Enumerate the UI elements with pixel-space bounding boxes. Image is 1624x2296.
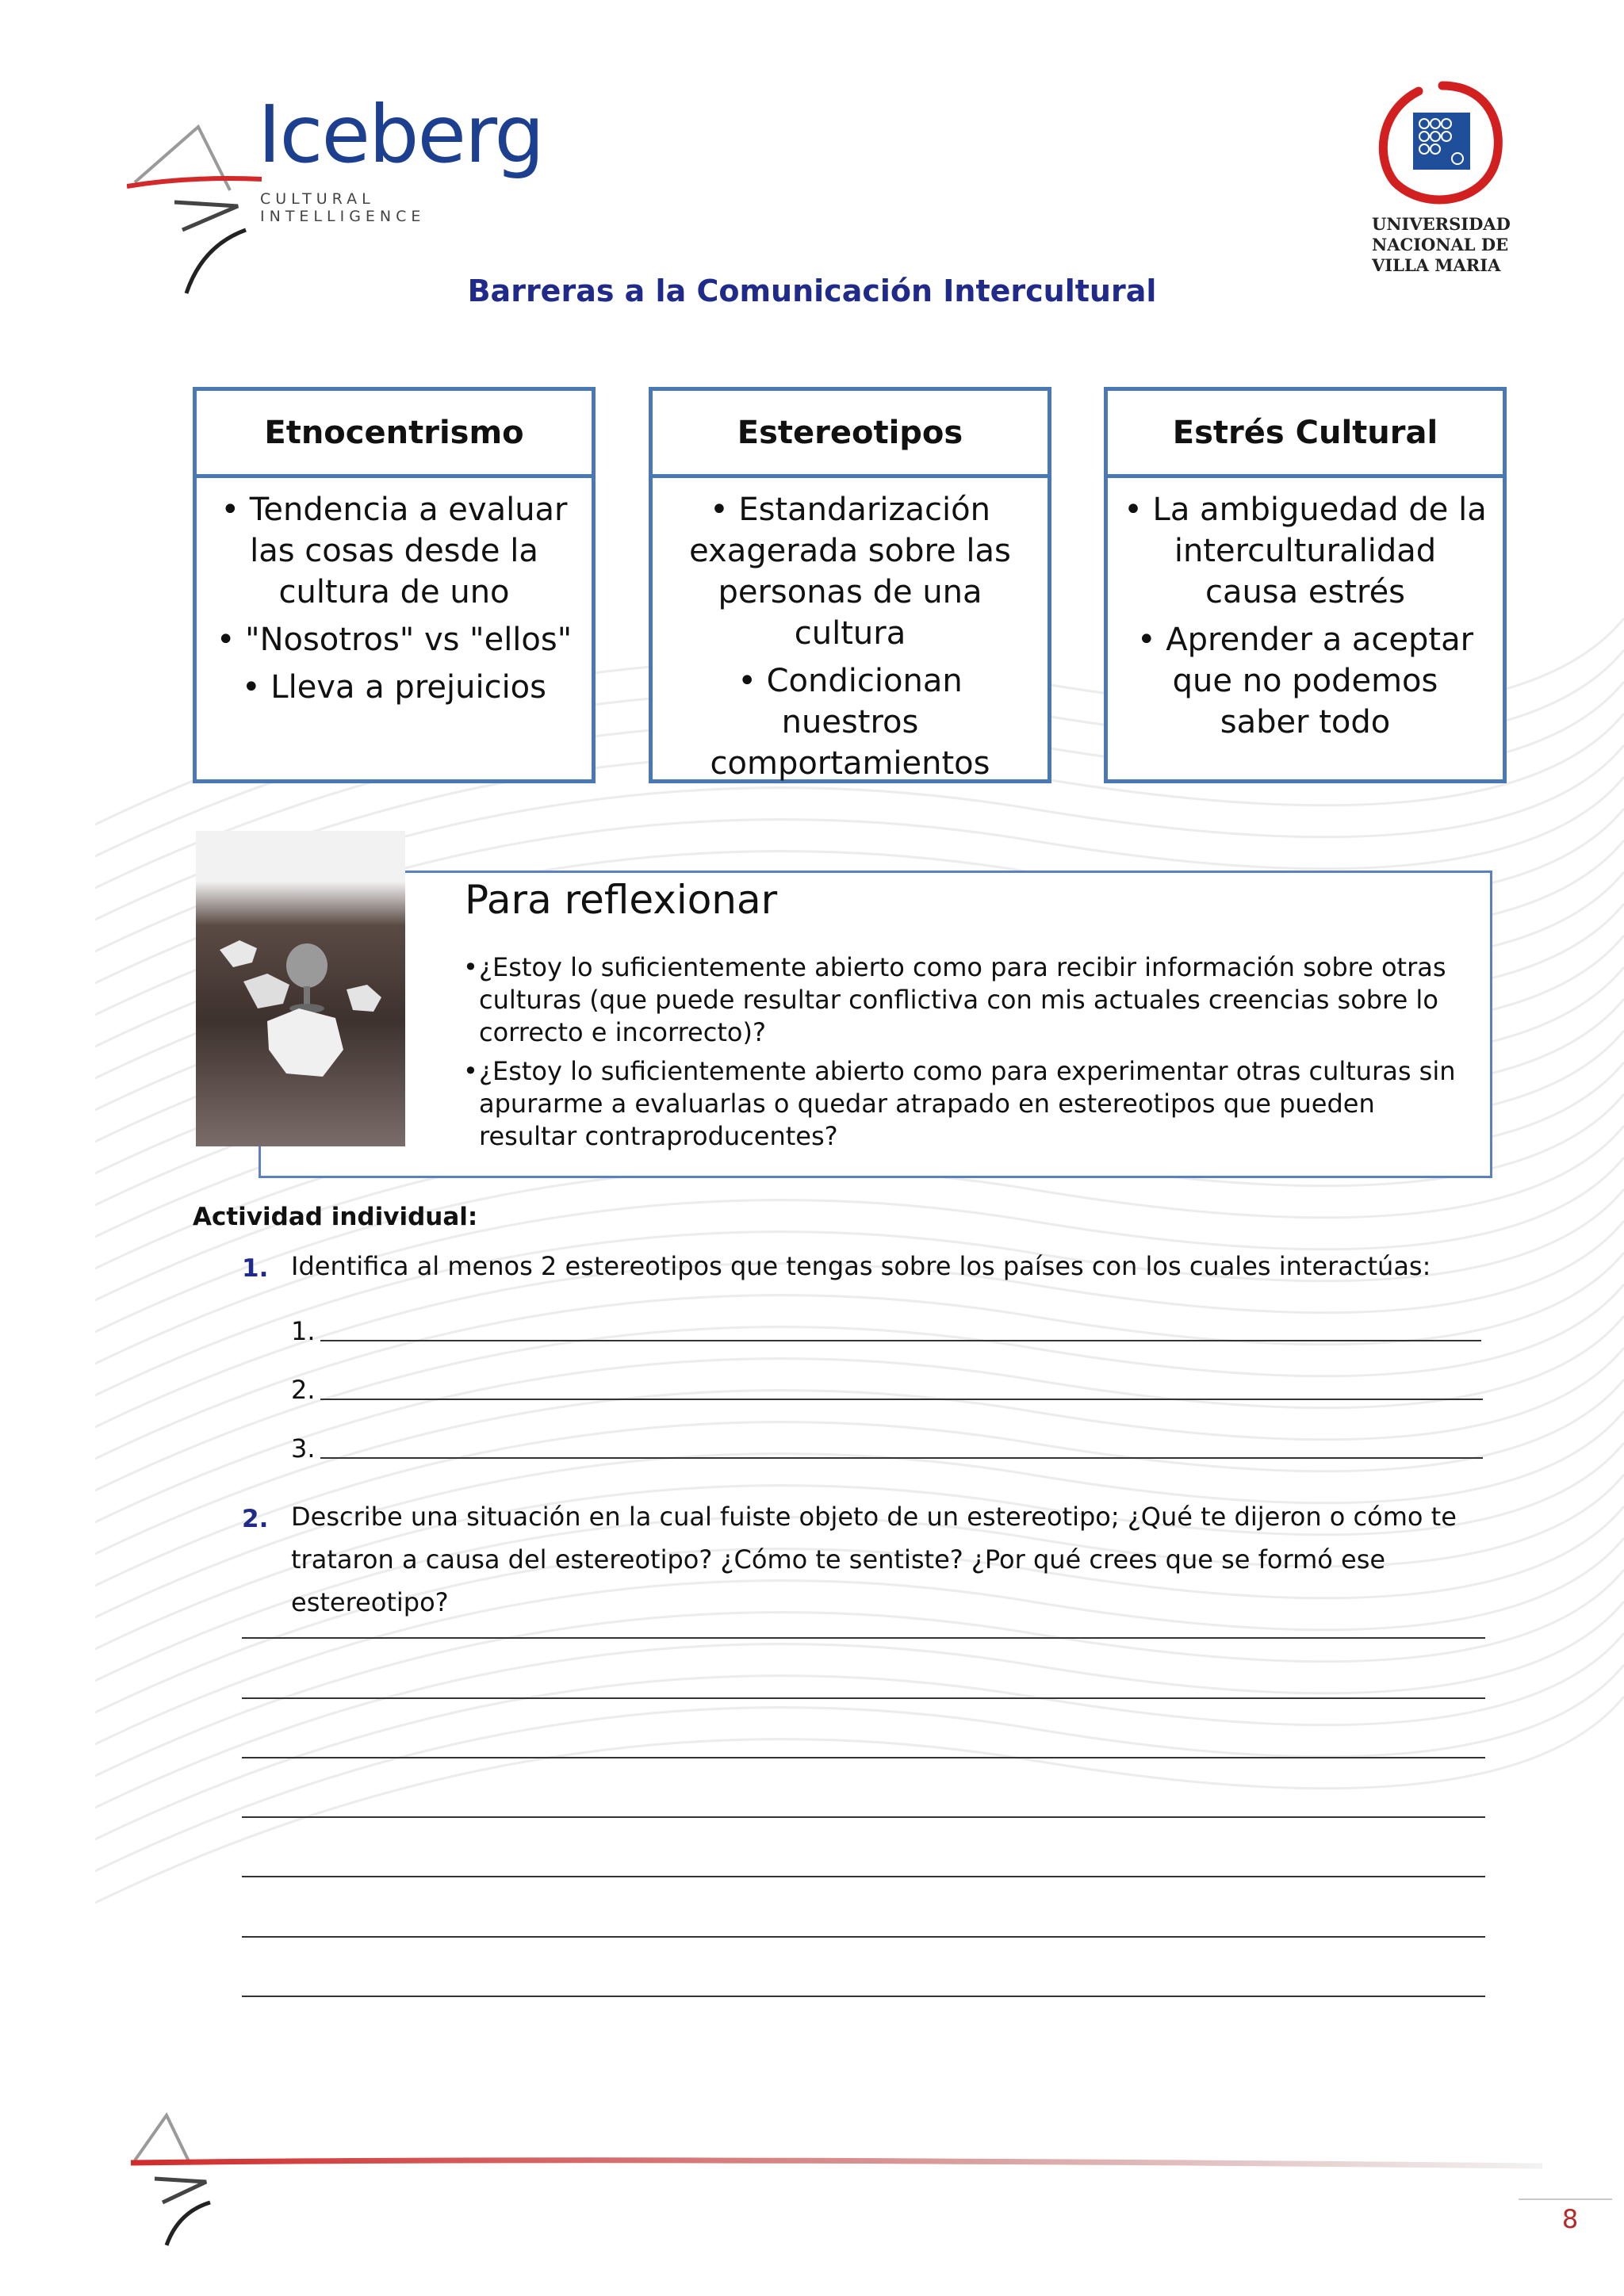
barrier-bullet: • Lleva a prejuicios <box>213 667 576 708</box>
barrier-card-etnocentrismo <box>193 387 596 783</box>
barrier-bullets <box>197 478 592 708</box>
logo-wordmark: Iceberg <box>258 88 543 181</box>
university-name <box>1372 214 1522 276</box>
barrier-card-estereotipos <box>649 387 1051 783</box>
question-1-text: Identifica al menos 2 estereotipos que tengas sobre los países con los cuales interactúas: <box>291 1251 1431 1281</box>
page-number: 8 <box>1561 2204 1579 2234</box>
free-answer-line[interactable] <box>242 1637 1485 1639</box>
footer-iceberg-mark-icon <box>131 2109 1542 2252</box>
free-answer-line[interactable] <box>242 1697 1485 1699</box>
page-number-rule <box>1519 2198 1612 2200</box>
barrier-bullet: • Tendencia a evaluar las cosas desde la cultura de uno <box>213 489 576 613</box>
question-2-text: Describe una situación en la cual fuiste objeto de un estereotipo; ¿Qué te dijeron o cómo te trataron a causa del estereotipo? ¿Cómo te sentiste? ¿Por qué crees que se formó ese estereotipo? <box>291 1502 1457 1617</box>
activity-label: Actividad individual: <box>193 1203 478 1231</box>
free-answer-line[interactable] <box>242 1936 1485 1938</box>
iceberg-logo <box>127 88 543 301</box>
question-2-number: 2. <box>242 1505 269 1533</box>
free-answer-line[interactable] <box>242 1996 1485 1997</box>
page-title: Barreras a la Comunicación Intercultural <box>467 274 1157 308</box>
reflection-photo <box>196 831 405 1146</box>
answer-line-3[interactable] <box>291 1433 1483 1464</box>
answer-line-1[interactable] <box>291 1316 1481 1346</box>
answer-line-2[interactable] <box>291 1375 1483 1405</box>
question-1-number: 1. <box>242 1254 269 1283</box>
reflection-question: • ¿Estoy lo suficientemente abierto como para experimentar otras culturas sin apurarme a evaluarlas o quedar atrapado en estereotipos que pueden resultar contraproducentes? <box>465 1055 1456 1153</box>
barrier-bullet: • Aprender a aceptar que no podemos saber todo <box>1124 619 1487 743</box>
free-answer-line[interactable] <box>242 1816 1485 1818</box>
answer-line-label: 2. <box>291 1375 316 1405</box>
barrier-heading: Estereotipos <box>653 391 1048 478</box>
answer-blank[interactable] <box>320 1399 1483 1400</box>
answer-blank[interactable] <box>320 1340 1481 1341</box>
university-name-line-3: VILLA MARIA <box>1372 255 1501 275</box>
crumpled-paper-globe-image <box>196 831 405 1146</box>
barrier-bullet: • Condicionan nuestros comportamientos <box>668 660 1032 784</box>
university-name-line-2: NACIONAL DE <box>1372 235 1509 254</box>
university-logo <box>1364 79 1515 277</box>
reflection-title: Para reflexionar <box>465 877 778 923</box>
iceberg-mountain-icon <box>127 103 262 301</box>
barrier-bullet: • La ambiguedad de la interculturalidad causa estrés <box>1124 489 1487 613</box>
university-name-line-1: UNIVERSIDAD <box>1372 214 1511 234</box>
university-seal-icon <box>1375 79 1510 214</box>
barrier-heading: Estrés Cultural <box>1108 391 1503 478</box>
barrier-card-estres-cultural <box>1104 387 1507 783</box>
logo-tagline: CULTURAL INTELLIGENCE <box>260 190 426 225</box>
answer-blank[interactable] <box>320 1457 1483 1459</box>
reflection-question: • ¿Estoy lo suficientemente abierto como para recibir información sobre otras culturas (que puede resultar conflictiva con mis actuales creencias sobre lo correcto e incorrecto)? <box>465 951 1456 1049</box>
barrier-bullets <box>653 478 1048 784</box>
free-answer-line[interactable] <box>242 1757 1485 1758</box>
barrier-heading: Etnocentrismo <box>197 391 592 478</box>
answer-line-label: 1. <box>291 1316 316 1346</box>
barrier-bullet: • Estandarización exagerada sobre las personas de una cultura <box>668 489 1032 654</box>
answer-line-label: 3. <box>291 1433 316 1464</box>
free-answer-line[interactable] <box>242 1876 1485 1877</box>
barrier-bullet: • "Nosotros" vs "ellos" <box>213 619 576 660</box>
reflection-questions <box>465 951 1456 1159</box>
barrier-bullets <box>1108 478 1503 743</box>
